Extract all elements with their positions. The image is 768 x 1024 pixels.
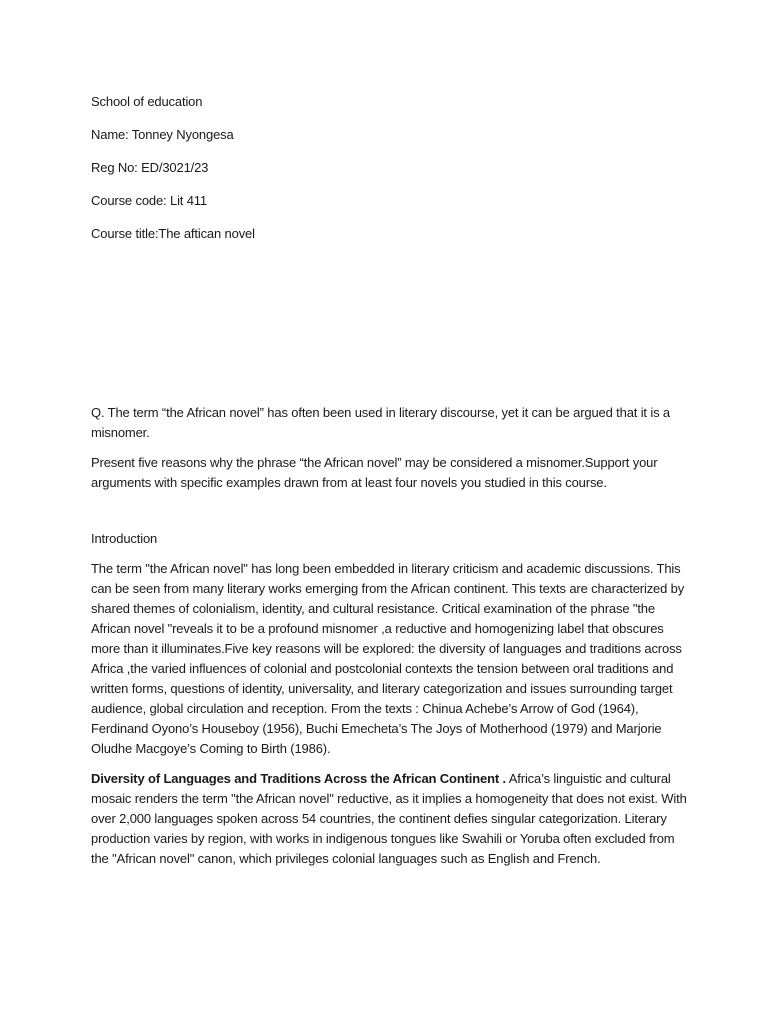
question-text: Q. The term “the African novel” has often been used in literary discourse, yet it can be argued that it is a misnomer. bbox=[91, 405, 670, 440]
document-page bbox=[91, 93, 691, 869]
reg-number-line: Reg No: ED/3021/23 bbox=[91, 160, 209, 175]
student-name-line: Name: Tonney Nyongesa bbox=[91, 127, 234, 142]
introduction-heading: Introduction bbox=[91, 531, 158, 546]
school-line: School of education bbox=[91, 94, 203, 109]
question-task: Present five reasons why the phrase “the African novel” may be considered a misnomer.Support your arguments with specific examples drawn from at least four novels you studied in this course. bbox=[91, 455, 658, 490]
header-block bbox=[91, 93, 691, 243]
introduction-body: The term "the African novel" has long been embedded in literary criticism and academic discussions. This can be seen from many literary works emerging from the African continent. This texts are characterized by shared themes of colonialism, identity, and cultural resistance. Critical examination of the phrase "the African novel "reveals it to be a profound misnomer ,a reductive and homogenizing label that obscures more than it illuminates.Five key reasons will be explored: the diversity of languages and traditions across Africa ,the varied influences of colonial and postcolonial contexts the tension between oral traditions and written forms, questions of identity, universality, and literary categorization and issues surrounding target audience, global circulation and reception. From the texts : Chinua Achebe’s Arrow of God (1964), Ferdinand Oyono’s Houseboy (1956), Buchi Emecheta’s The Joys of Motherhood (1979) and Marjorie Oludhe Macgoye’s Coming to Birth (1986). bbox=[91, 561, 685, 756]
course-code-line: Course code: Lit 411 bbox=[91, 193, 207, 208]
course-title-line: Course title:The aftican novel bbox=[91, 226, 255, 241]
question-block bbox=[91, 403, 691, 493]
section1-body: Africa’s linguistic and cultural mosaic renders the term "the African novel" reductive, as it implies a homogeneity that does not exist. With over 2,000 languages spoken across 54 countries, the continent defies singular categorization. Literary production varies by region, with works in indigenous tongues like Swahili or Yoruba often excluded from the "African novel" canon, which privileges colonial languages such as English and French. bbox=[91, 771, 687, 866]
introduction-section bbox=[91, 529, 691, 869]
section1-heading: Diversity of Languages and Traditions Across the African Continent . bbox=[91, 771, 507, 786]
section1-paragraph bbox=[91, 769, 691, 869]
